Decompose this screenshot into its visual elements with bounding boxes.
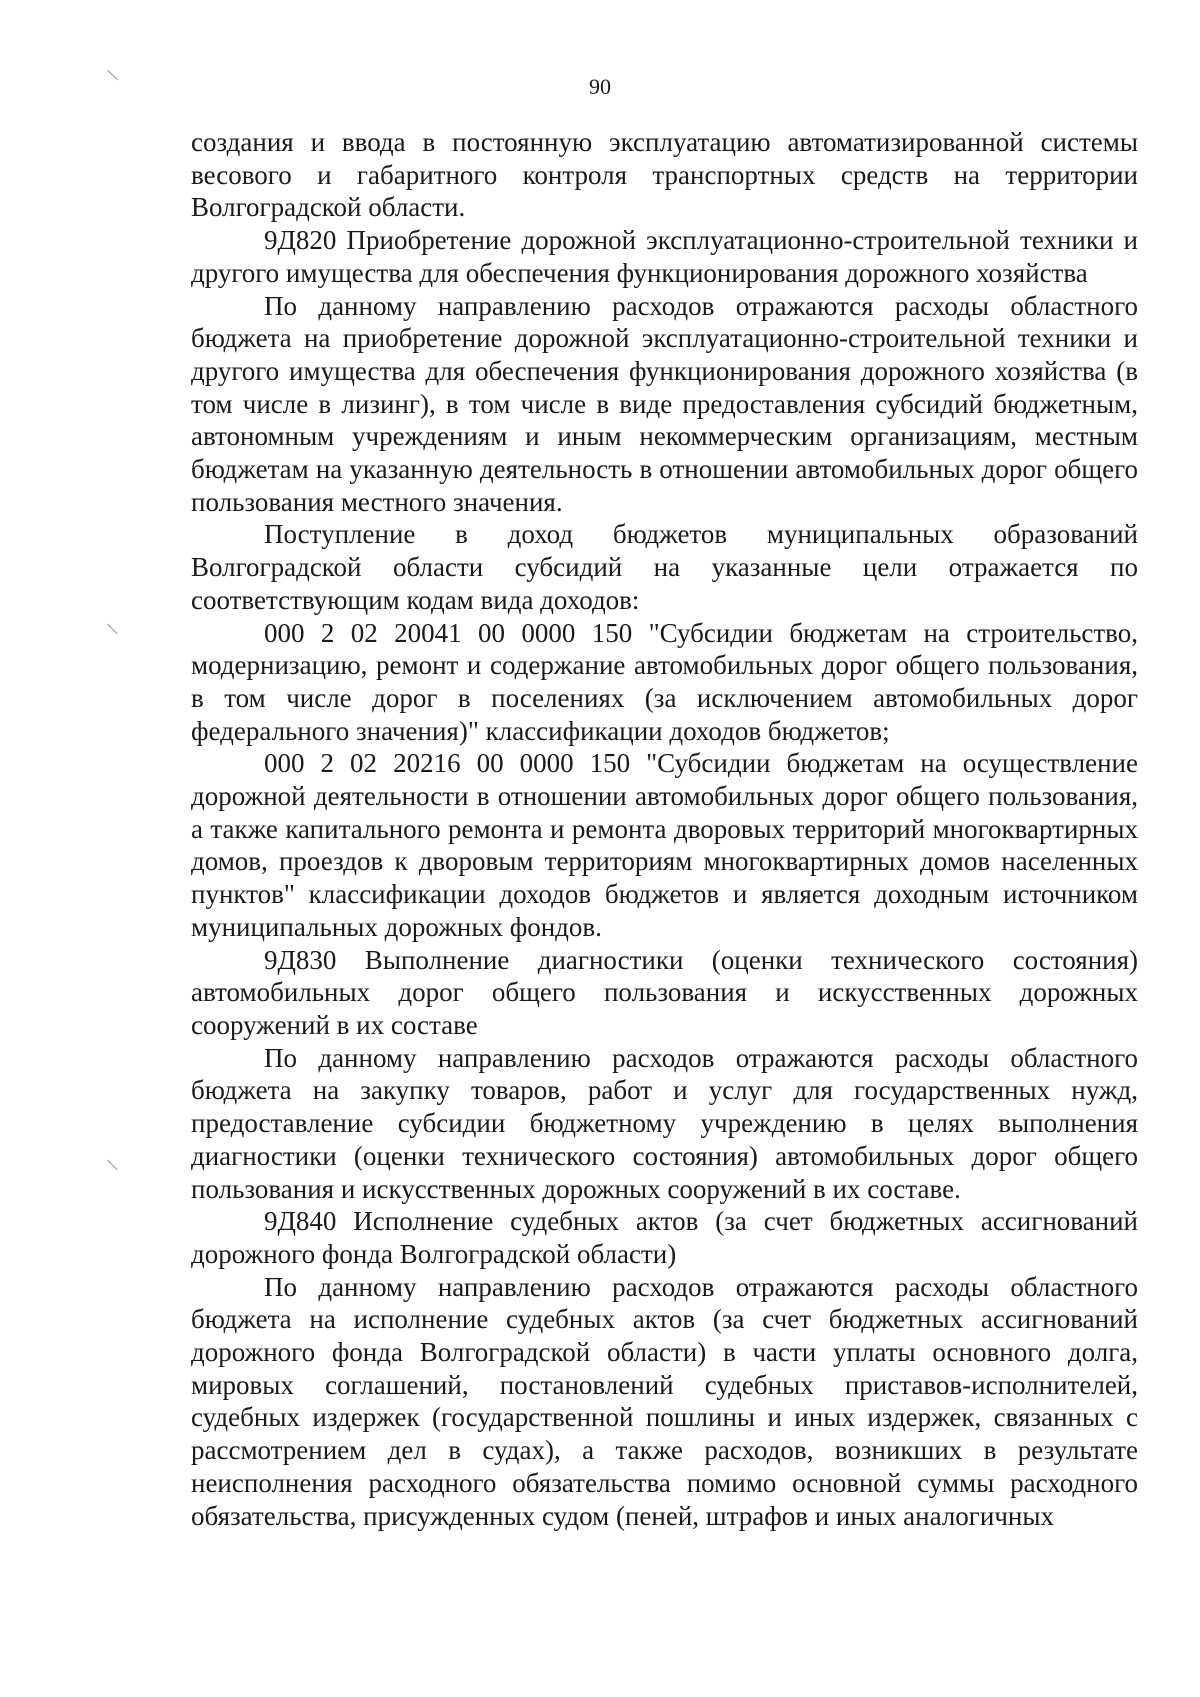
paragraph-revenue-intro: Поступление в доход бюджетов муниципальных образований Волгоградской области субсидий на указанные цели отражается по соответствующим кодам вида доходов:	[191, 519, 1138, 615]
scan-mark	[107, 624, 118, 635]
heading-9d840: 9Д840 Исполнение судебных актов (за счет бюджетных ассигнований дорожного фонда Волгоградской области)	[191, 1206, 1138, 1269]
paragraph-continuation: создания и ввода в постоянную эксплуатацию автоматизированной системы весового и габаритного контроля транспортных средств на территории Волгоградской области.	[191, 127, 1138, 223]
paragraph-9d830-description: По данному направлению расходов отражаются расходы областного бюджета на закупку товаров, работ и услуг для государственных нужд, предоставление субсидии бюджетному учреждению в целях выполнения диагностики (оценки технического состояния) автомобильных дорог общего пользования и искусственных дорожных сооружений в их составе.	[191, 1042, 1138, 1204]
paragraph-revenue-code-20041: 000 2 02 20041 00 0000 150 "Субсидии бюджетам на строительство, модернизацию, ремонт и содержание автомобильных дорог общего пользования, в том числе дорог в поселениях (за исключением автомобильных дорог федерального значения)" классификации доходов бюджетов;	[191, 617, 1138, 746]
heading-9d830: 9Д830 Выполнение диагностики (оценки технического состояния) автомобильных дорог общего пользования и искусственных дорожных сооружений в их составе	[191, 944, 1138, 1040]
scan-mark	[107, 1160, 118, 1171]
heading-9d820: 9Д820 Приобретение дорожной эксплуатационно-строительной техники и другого имущества для обеспечения функционирования дорожного хозяйства	[191, 225, 1138, 288]
page-number: 90	[589, 74, 611, 99]
paragraph-9d820-description: По данному направлению расходов отражаются расходы областного бюджета на приобретение дорожной эксплуатационно-строительной техники и другого имущества для обеспечения функционирования дорожного хозяйства (в том числе в лизинг), в том числе в виде предоставления субсидий бюджетным, автономным учреждениям и иным некоммерческим организациям, местным бюджетам на указанную деятельность в отношении автомобильных дорог общего пользования местного значения.	[191, 290, 1138, 517]
document-body	[191, 126, 1138, 1532]
paragraph-revenue-code-20216: 000 2 02 20216 00 0000 150 "Субсидии бюджетам на осуществление дорожной деятельности в отношении автомобильных дорог общего пользования, а также капитального ремонта и ремонта дворовых территорий многоквартирных домов, проездов к дворовым территориям многоквартирных домов населенных пунктов" классификации доходов бюджетов и является доходным источником муниципальных дорожных фондов.	[191, 748, 1138, 942]
paragraph-9d840-description: По данному направлению расходов отражаются расходы областного бюджета на исполнение судебных актов (за счет бюджетных ассигнований дорожного фонда Волгоградской области) в части уплаты основного долга, мировых соглашений, постановлений судебных приставов-исполнителей, судебных издержек (государственной пошлины и иных издержек, связанных с рассмотрением дел в судах), а также расходов, возникших в результате неисполнения расходного обязательства помимо основной суммы расходного обязательства, присужденных судом (пеней, штрафов и иных аналогичных	[191, 1271, 1138, 1531]
